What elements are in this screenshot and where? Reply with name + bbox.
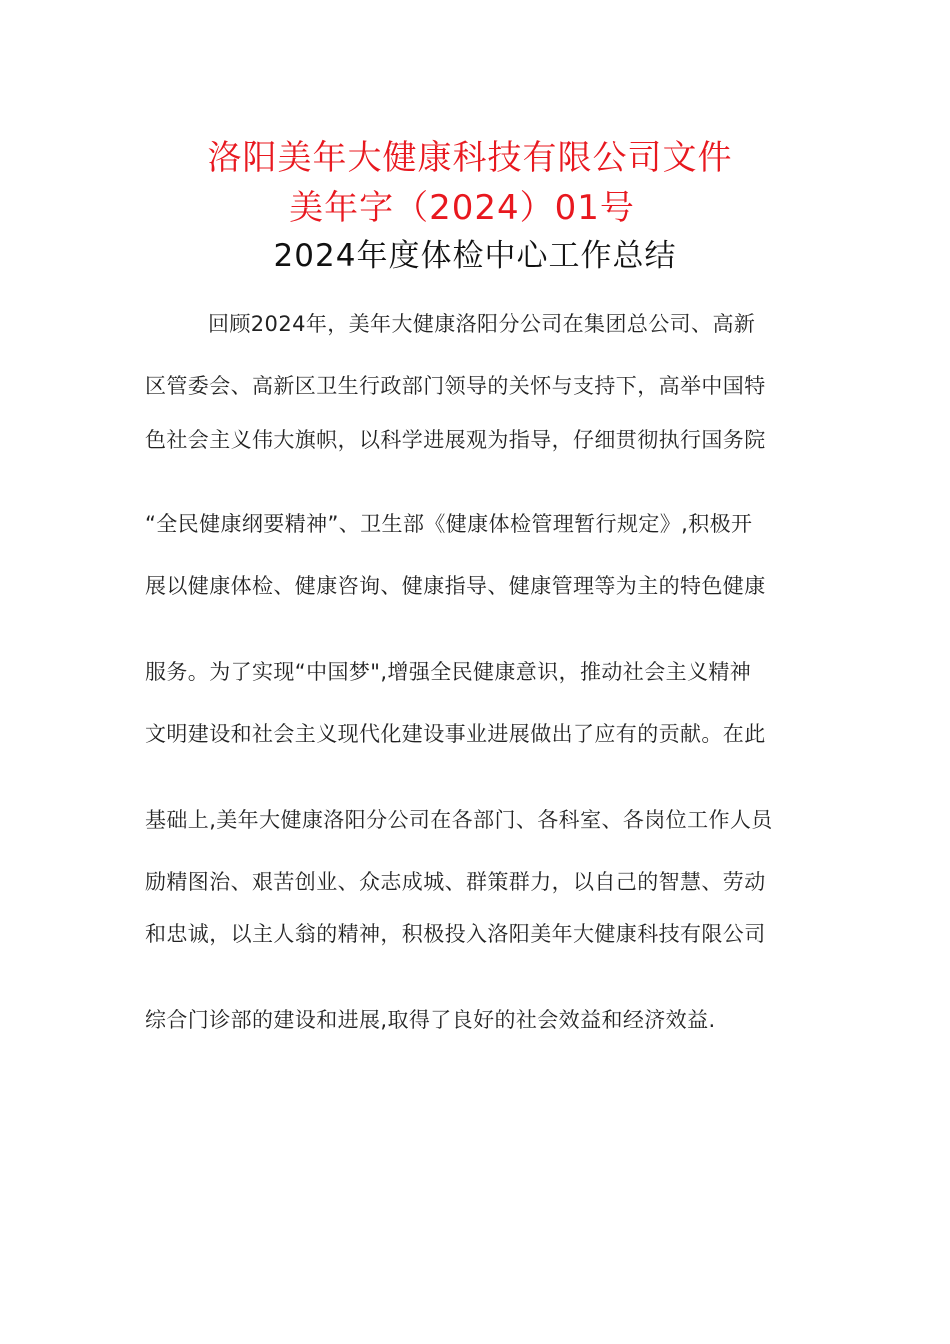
body-line: 回顾2024年，美年大健康洛阳分公司在集团总公司、高新 (208, 312, 756, 336)
body-line: 基础上,美年大健康洛阳分公司在各部门、各科室、各岗位工作人员 (145, 808, 773, 832)
body-line: 展以健康体检、健康咨询、健康指导、健康管理等为主的特色健康 (145, 574, 766, 598)
organization-title: 洛阳美年大健康科技有限公司文件 (207, 138, 733, 178)
document-title: 2024年度体检中心工作总结 (273, 238, 677, 274)
body-line: 色社会主义伟大旗帜，以科学进展观为指导，仔细贯彻执行国务院 (145, 428, 766, 452)
body-line: 文明建设和社会主义现代化建设事业进展做出了应有的贡献。在此 (145, 722, 766, 746)
body-line: 区管委会、高新区卫生行政部门领导的关怀与支持下，高举中国特 (145, 374, 766, 398)
body-line: 励精图治、艰苦创业、众志成城、群策群力，以自己的智慧、劳动 (145, 870, 766, 894)
document-number: 美年字（2024）01号 (289, 188, 635, 228)
body-line: 和忠诚，以主人翁的精神，积极投入洛阳美年大健康科技有限公司 (145, 922, 766, 946)
body-line: 服务。为了实现“中国梦",增强全民健康意识，推动社会主义精神 (145, 660, 752, 684)
body-line: 综合门诊部的建设和进展,取得了良好的社会效益和经济效益. (145, 1008, 716, 1032)
body-line: “全民健康纲要精神”、卫生部《健康体检管理暂行规定》,积极开 (145, 512, 753, 536)
